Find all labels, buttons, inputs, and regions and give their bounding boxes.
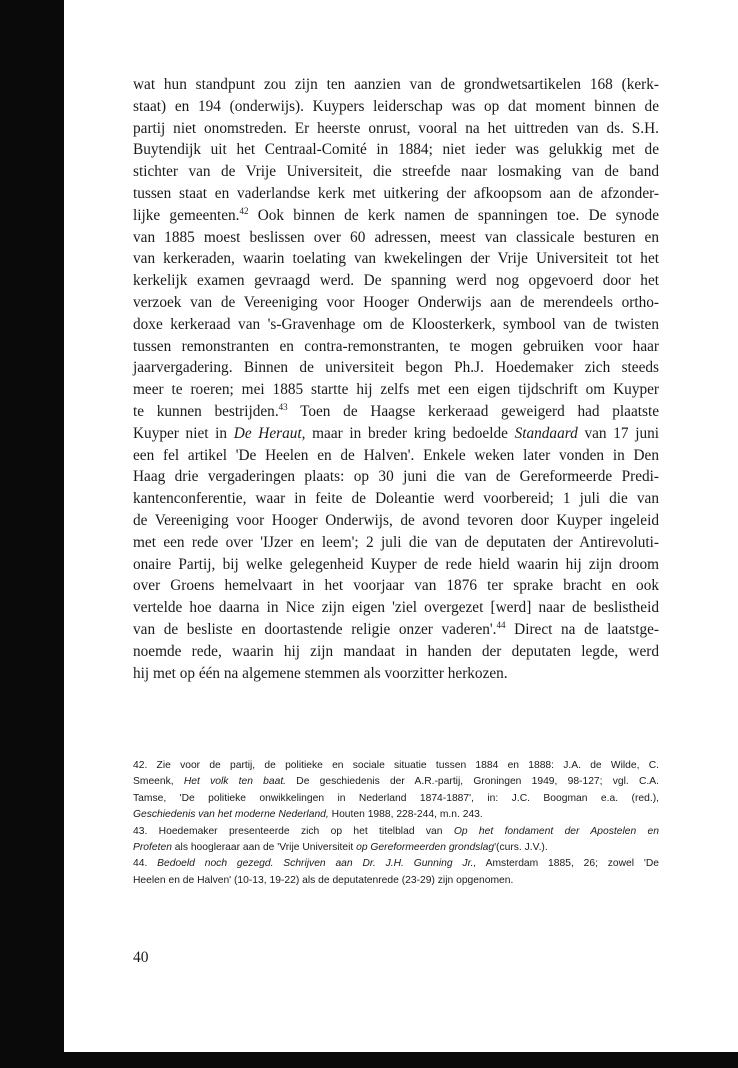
italic-title: Standaard <box>514 424 578 442</box>
body-line <box>133 532 659 554</box>
body-line <box>133 336 659 358</box>
scan-border-bottom <box>0 1052 738 1068</box>
body-line <box>133 466 659 488</box>
body-text: van kerkeraden, waarin toelating van kwekelingen der Vrije Universiteit tot het <box>133 250 659 268</box>
footnote-text: Tamse, 'De politieke onwikkelingen in Nederland 1874-1887', in: J.C. Boogman e.a. (red.), <box>133 792 659 804</box>
body-line <box>133 205 659 227</box>
footnote-line <box>133 824 659 840</box>
footnote-text: De geschiedenis der A.R.-partij, Groningen 1949, 98-127; vgl. C.A. <box>286 776 659 788</box>
italic-title: Profeten <box>133 842 172 854</box>
body-line <box>133 619 659 641</box>
scan-border-left <box>0 0 64 1068</box>
body-text: van 1885 moest beslissen over 60 adressen, meest van classicale besturen en <box>133 228 659 246</box>
footnote-line <box>133 840 659 856</box>
body-line <box>133 96 659 118</box>
body-line <box>133 292 659 314</box>
body-text: de Vereeniging voor Hooger Onderwijs, de avond tevoren door Kuyper ingeleid <box>133 511 659 529</box>
body-text: partij niet onomstreden. Er heerste onrust, vooral na het uittreden van ds. S.H. <box>133 119 659 137</box>
body-line <box>133 183 659 205</box>
body-line <box>133 314 659 336</box>
body-line <box>133 227 659 249</box>
body-text: te kunnen bestrijden. <box>133 402 279 420</box>
body-text: doxe kerkeraad van 's-Gravenhage om de Kloosterkerk, symbool van de twisten <box>133 315 659 333</box>
body-text: noemde rede, waarin hij zijn mandaat in handen der deputaten legde, werd <box>133 642 659 660</box>
body-text: Buytendijk uit het Centraal-Comité in 1884; niet ieder was gelukkig met de <box>133 141 659 159</box>
italic-title: Geschiedenis van het moderne Nederland, <box>133 809 329 821</box>
italic-title: De Heraut <box>233 424 302 442</box>
body-text: lijke gemeenten. <box>133 206 240 224</box>
body-text: vertelde hoe daarna in Nice zijn eigen 'ziel overgezet [werd] naar de beslistheid <box>133 599 659 617</box>
body-text: Toen de Haagse kerkeraad geweigerd had plaatste <box>287 402 659 420</box>
body-text: staat) en 194 (onderwijs). Kuypers leiderschap was op dat moment binnen de <box>133 97 659 115</box>
footnote-text: 42. Zie voor de partij, de politieke en sociale situatie tussen 1884 en 1888: J.A. de Wilde, C. <box>133 760 659 771</box>
body-line <box>133 663 659 685</box>
body-line <box>133 139 659 161</box>
body-line <box>133 401 659 423</box>
body-line <box>133 379 659 401</box>
body-text: een fel artikel 'De Heelen en de Halven'. Enkele weken later vonden in Den <box>133 446 659 464</box>
body-text: van 17 juni <box>577 424 660 442</box>
body-text <box>133 74 659 684</box>
footnote-line <box>133 774 659 790</box>
body-text: verzoek van de Vereeniging voor Hooger Onderwijs aan de merendeels ortho- <box>133 293 659 311</box>
footnote-reference: 43 <box>278 401 288 412</box>
body-text: tussen remonstranten en contra-remonstranten, te mogen gebruiken voor haar <box>133 337 659 355</box>
body-text: tussen staat en vaderlandse kerk met uitkering der afkoopsom aan de afzonder- <box>133 184 659 202</box>
body-line <box>133 423 659 445</box>
body-text: met een rede over 'IJzer en leem'; 2 juli die van de deputaten der Antirevoluti- <box>133 533 659 551</box>
body-text: over Groens hemelvaart in het voorjaar van 1876 ter sprake bracht en ook <box>133 577 659 595</box>
footnote-text: 43. Hoedemaker presenteerde zich op het titelblad van <box>133 825 454 837</box>
footnote-text: '(curs. J.V.). <box>494 842 548 854</box>
footnote-text: Houten 1988, 228-244, m.n. 243. <box>328 809 483 821</box>
body-line <box>133 270 659 292</box>
footnote-line <box>133 873 659 889</box>
body-line <box>133 510 659 532</box>
body-text: kantenconferentie, waar in feite de Doleantie werd voorbereid; 1 juli die van <box>133 490 659 508</box>
footnote-text: Heelen en de Halven' (10-13, 19-22) als de deputatenrede (23-29) zijn opgenomen. <box>133 874 514 886</box>
body-text: Direct na de laatstge- <box>505 620 659 638</box>
footnotes <box>133 758 659 889</box>
body-line <box>133 445 659 467</box>
body-line <box>133 641 659 663</box>
body-text: jaarvergadering. Binnen de universiteit begon Ph.J. Hoedemaker zich steeds <box>133 359 659 377</box>
italic-title: op Gereformeerden grondslag <box>356 842 495 854</box>
footnote-text: 44. <box>133 858 158 870</box>
body-line <box>133 488 659 510</box>
body-line <box>133 575 659 597</box>
body-line <box>133 161 659 183</box>
footnote-text: Amsterdam 1885, 26; zowel 'De <box>476 858 659 870</box>
italic-title: Bedoeld noch gezegd. Schrijven aan Dr. J.H. Gunning Jr., <box>157 858 477 870</box>
footnote-text: als hoogleraar aan de 'Vrije Universiteit <box>171 842 357 854</box>
body-text: Kuyper niet in <box>133 424 234 442</box>
footnote-line <box>133 758 659 774</box>
body-text: van de besliste en doortastende religie onzer vaderen'. <box>133 620 497 638</box>
body-text: Ook binnen de kerk namen de spanningen toe. De synode <box>248 206 659 224</box>
body-text: , maar in breder kring bedoelde <box>301 424 515 442</box>
body-line <box>133 357 659 379</box>
footnote-reference: 44 <box>496 619 506 630</box>
body-line <box>133 597 659 619</box>
body-text: onaire Partij, bij welke gelegenheid Kuyper de rede hield waarin hij zijn droom <box>133 555 659 573</box>
body-text: wat hun standpunt zou zijn ten aanzien van de grondwetsartikelen 168 (kerk- <box>133 76 659 93</box>
body-text: hij met op één na algemene stemmen als voorzitter herkozen. <box>133 664 508 682</box>
footnote-line <box>133 856 659 872</box>
body-line <box>133 118 659 140</box>
italic-title: Het volk ten baat. <box>183 776 287 788</box>
body-line <box>133 554 659 576</box>
body-text: Haag drie vergaderingen plaats: op 30 juni die van de Gereformeerde Predi- <box>133 468 659 486</box>
body-text: meer te roeren; mei 1885 startte hij zelfs met een eigen tijdschrift om Kuyper <box>133 381 659 399</box>
italic-title: Op het fondament der Apostelen en <box>453 825 659 837</box>
body-text: kerkelijk examen gevraagd werd. De spanning werd nog opgevoerd door het <box>133 272 659 290</box>
page-number: 40 <box>133 949 149 966</box>
body-text: stichter van de Vrije Universiteit, die streefde naar losmaking van de band <box>133 163 659 181</box>
footnote-reference: 42 <box>239 205 249 216</box>
body-line <box>133 248 659 270</box>
footnote-line <box>133 791 659 807</box>
footnote-text: Smeenk, <box>133 776 184 788</box>
footnote-line <box>133 807 659 823</box>
body-line <box>133 74 659 96</box>
